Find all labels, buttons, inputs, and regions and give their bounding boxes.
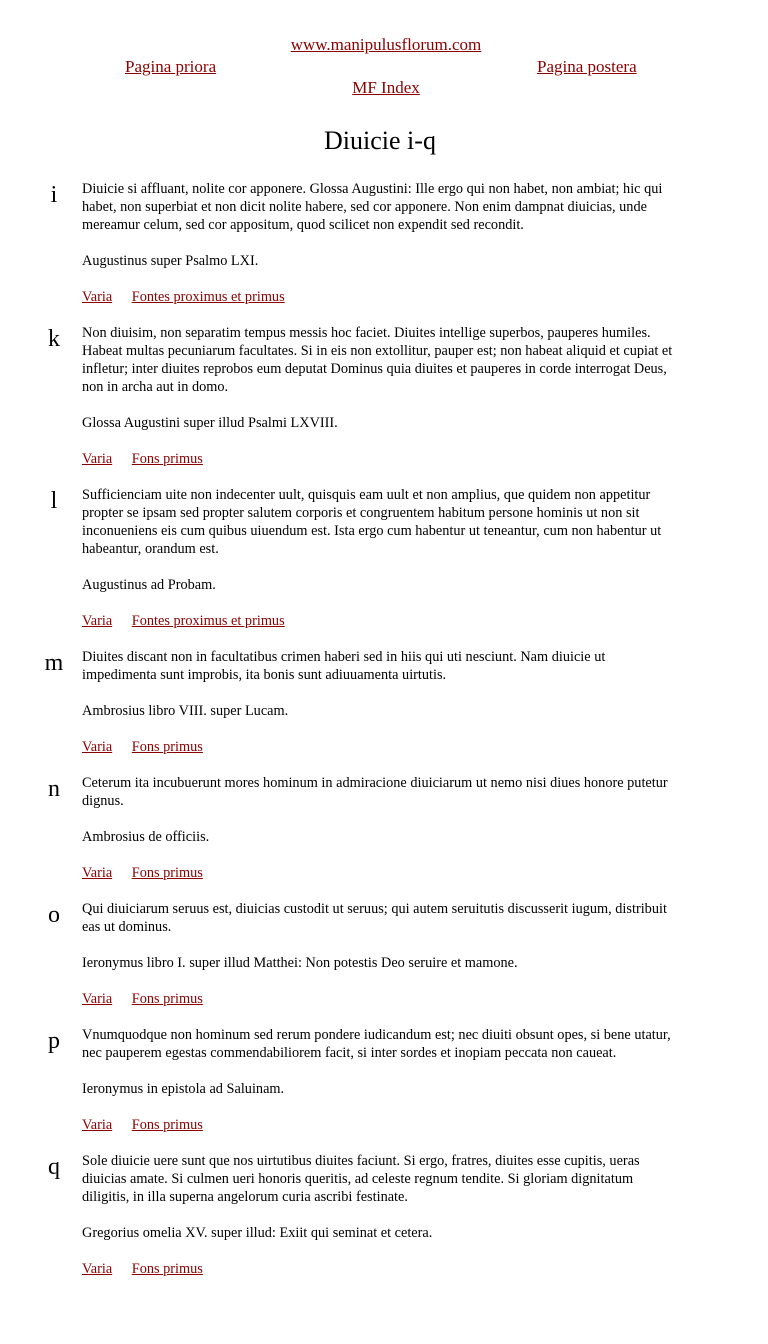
entry-text: Diuites discant non in facultatibus crimen haberi sed in hiis qui uti nesciunt. Nam diuicie ut impedimenta sunt improbis, ita bonis sunt adiuuamenta uirtutis. bbox=[82, 649, 606, 683]
entry-links bbox=[82, 990, 682, 1008]
entries-list bbox=[0, 180, 768, 1296]
entry-source: Augustinus super Psalmo LXI. bbox=[82, 253, 259, 269]
page-title: Diuicie i-q bbox=[324, 126, 436, 155]
entry-links bbox=[82, 450, 682, 468]
entry-k bbox=[0, 324, 682, 468]
varia-link[interactable]: Varia bbox=[82, 991, 113, 1007]
entry-q bbox=[0, 1152, 682, 1278]
index-link-row bbox=[0, 78, 768, 98]
fontes-link[interactable]: Fons primus bbox=[131, 451, 203, 467]
entry-n bbox=[0, 774, 682, 882]
previous-page-link[interactable]: Pagina priora bbox=[125, 57, 217, 76]
entry-o bbox=[0, 900, 682, 1008]
entry-p bbox=[0, 1026, 682, 1134]
entry-letter: q bbox=[48, 1154, 60, 1180]
site-home-link[interactable]: www.manipulusflorum.com bbox=[290, 35, 482, 54]
entry-source: Augustinus ad Probam. bbox=[82, 577, 216, 593]
varia-link[interactable]: Varia bbox=[82, 289, 113, 305]
site-link-row bbox=[0, 35, 768, 55]
entry-text: Vnumquodque non hominum sed rerum pondere iudicandum est; nec diuiti obsunt opes, si bene utatur, nec pauperem egestas commendabiliorem facit, si inter sordes et inopiam peccata non caueat. bbox=[82, 1027, 671, 1061]
fontes-link[interactable]: Fons primus bbox=[131, 1117, 203, 1133]
fontes-link[interactable]: Fontes proximus et primus bbox=[131, 289, 285, 305]
entry-letter: m bbox=[44, 650, 64, 676]
entry-letter: n bbox=[48, 776, 60, 802]
entry-text: Ceterum ita incubuerunt mores hominum in admiracione diuiciarum ut nemo nisi diues honore putetur dignus. bbox=[82, 775, 668, 809]
entry-source: Glossa Augustini super illud Psalmi LXVIII. bbox=[82, 415, 338, 431]
next-page-link[interactable]: Pagina postera bbox=[537, 57, 637, 76]
fontes-link[interactable]: Fontes proximus et primus bbox=[131, 613, 285, 629]
fontes-link[interactable]: Fons primus bbox=[131, 991, 203, 1007]
varia-link[interactable]: Varia bbox=[82, 613, 113, 629]
entry-letter: k bbox=[48, 326, 60, 352]
entry-links bbox=[82, 864, 682, 882]
entry-letter: l bbox=[50, 488, 58, 514]
varia-link[interactable]: Varia bbox=[82, 865, 113, 881]
entry-links bbox=[82, 288, 682, 306]
entry-source: Gregorius omelia XV. super illud: Exiit qui seminat et cetera. bbox=[82, 1225, 433, 1241]
entry-m bbox=[0, 648, 682, 756]
entry-l bbox=[0, 486, 682, 630]
entry-i bbox=[0, 180, 682, 306]
fontes-link[interactable]: Fons primus bbox=[131, 865, 203, 881]
entry-letter: i bbox=[50, 182, 58, 208]
entry-letter: o bbox=[48, 902, 60, 928]
entry-links bbox=[82, 612, 682, 630]
entry-links bbox=[82, 1260, 682, 1278]
fontes-link[interactable]: Fons primus bbox=[131, 739, 203, 755]
varia-link[interactable]: Varia bbox=[82, 1261, 113, 1277]
entry-text: Qui diuiciarum seruus est, diuicias custodit ut seruus; qui autem seruitutis discusserit iugum, distribuit eas ut dominus. bbox=[82, 901, 667, 935]
entry-source: Ieronymus libro I. super illud Matthei: Non potestis Deo seruire et mamone. bbox=[82, 955, 518, 971]
entry-source: Ambrosius de officiis. bbox=[82, 829, 210, 845]
entry-letter: p bbox=[48, 1028, 60, 1054]
top-navigation bbox=[0, 0, 768, 110]
fontes-link[interactable]: Fons primus bbox=[131, 1261, 203, 1277]
entry-text: Sufficienciam uite non indecenter uult, quisquis eam uult et non amplius, que quidem non appetitur propter se ipsam sed propter salutem corporis et congruentem habitum persone hominis ut non sit inconueniens eis cum quibus uiuendum est. Ista ergo cum habentur ut teneantur, cum non habentur ut habeantur, orandum est. bbox=[82, 487, 662, 557]
mf-index-link[interactable]: MF Index bbox=[352, 78, 420, 97]
entry-links bbox=[82, 738, 682, 756]
entry-text: Sole diuicie uere sunt que nos uirtutibus diuites faciunt. Si ergo, fratres, diuites esse cupitis, ueras diuicias amate. Si culmen ueri honoris queritis, ad celeste regnum tendite. Si gloriam dignitatum diligitis, in illa superna angelorum curia ascribi festinate. bbox=[82, 1153, 640, 1205]
varia-link[interactable]: Varia bbox=[82, 451, 113, 467]
entry-source: Ieronymus in epistola ad Saluinam. bbox=[82, 1081, 285, 1097]
entry-text: Diuicie si affluant, nolite cor apponere. Glossa Augustini: Ille ergo qui non habet, non ambiat; hic qui habet, non superbiat et non dicit nolite habere, sed cor apponere. Non enim dampnat diuicias, unde mereamur celum, sed cor appositum, quod scilicet non expendit sed recondit. bbox=[82, 181, 663, 233]
entry-text: Non diuisim, non separatim tempus messis hoc faciet. Diuites intellige superbos, pauperes humiles. Habeat multas pecuniarum facultates. Si in eis non extollitur, pauper est; non habeat aliquid et cupiat et infletur; inter diuites reprobos eum deputat Dominus quia diuites et pauperes in corde interrogat Deus, non in archa aut in domo. bbox=[82, 325, 673, 395]
entry-links bbox=[82, 1116, 682, 1134]
varia-link[interactable]: Varia bbox=[82, 1117, 113, 1133]
entry-source: Ambrosius libro VIII. super Lucam. bbox=[82, 703, 289, 719]
varia-link[interactable]: Varia bbox=[82, 739, 113, 755]
